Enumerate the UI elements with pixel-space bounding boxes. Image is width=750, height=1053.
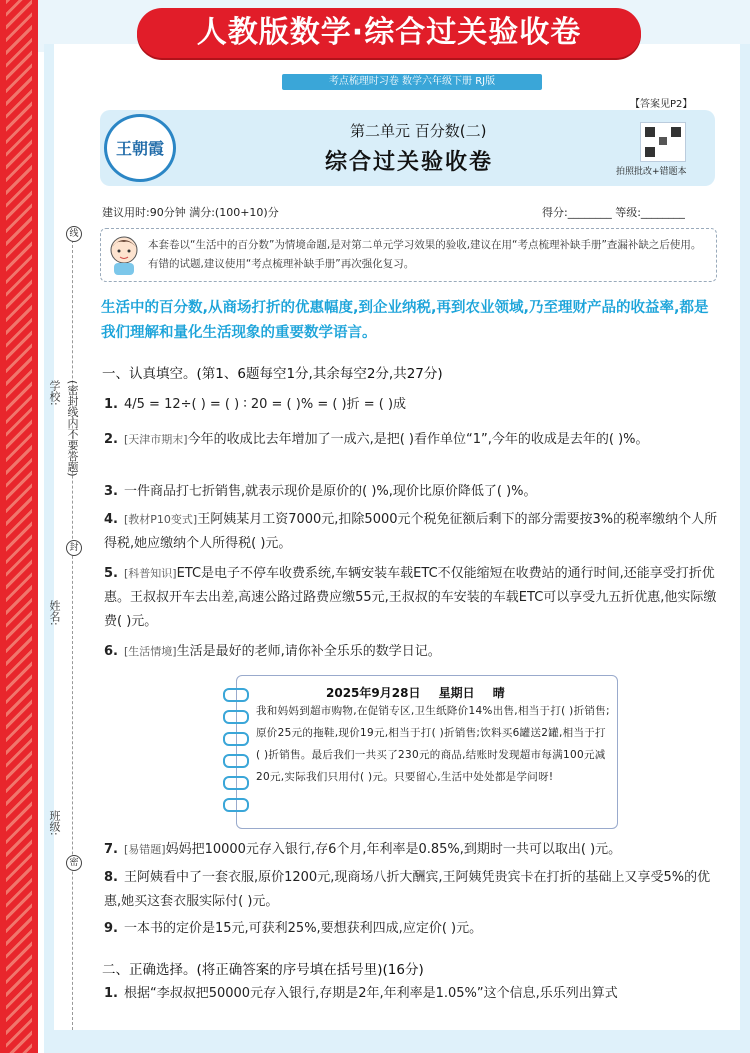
- question-number: 4.: [104, 512, 118, 527]
- red-binding-strip: [0, 0, 38, 1053]
- question-number: 2.: [104, 432, 118, 447]
- logo: 王朝霞: [104, 114, 176, 182]
- name-label: 姓名:: [48, 600, 61, 626]
- question-5: [104, 562, 724, 634]
- subhead: 考点梳理时习卷 数学六年级下册 RJ版: [282, 74, 542, 90]
- question-text: 4/5 = 12÷( ) = ( ) ∶ 20 = ( )% = ( )折 = ( )成: [123, 397, 407, 412]
- ring-icon: [223, 776, 249, 790]
- section-2-heading: 二、正确选择。(将正确答案的序号填在括号里)(16分): [102, 962, 424, 978]
- question-number: 9.: [104, 921, 118, 936]
- question-tag: [易错题]: [123, 843, 166, 856]
- ring-icon: [223, 710, 249, 724]
- unit-label: 第二单元 百分数(二): [350, 122, 487, 140]
- question-tag: [教材P10变式]: [123, 513, 198, 526]
- question-tag: [生活情境]: [123, 645, 177, 658]
- answer-reference: 【答案见P2】: [630, 99, 693, 110]
- question-number: 7.: [104, 842, 118, 857]
- question-4: [104, 508, 724, 556]
- question-tag: [科普知识]: [123, 567, 177, 580]
- intro-text: 生活中的百分数,从商场打折的优惠幅度,到企业纳税,再到农业领域,乃至理财产品的收益率,都是我们理解和量化生活现象的重要数学语言。: [101, 300, 709, 341]
- page-title: 综合过关验收卷: [325, 150, 494, 175]
- qr-code-icon[interactable]: [640, 122, 686, 162]
- question-text: 妈妈把10000元存入银行,存6个月,年利率是0.85%,到期时一共可以取出( )元。: [165, 842, 622, 857]
- seal-circle-dense: 密: [66, 855, 82, 871]
- question-7: [104, 838, 724, 862]
- bottom-band: [44, 1030, 750, 1053]
- question-tag: [天津市期末]: [123, 433, 188, 446]
- question-number: 1.: [104, 986, 118, 1001]
- seal-warning: (密封线内不要答题): [66, 380, 79, 477]
- diary-text: 我和妈妈到超市购物,在促销专区,卫生纸降价14%出售,相当于打( )折销售;原价25元的拖鞋,现价19元,相当于打( )折销售;饮料买6罐送2罐,相当于打( )折销售。最后我们一共买了230元的商品,结账时发现超市每满100元减20元,实际我们只用付( )元。只要留心,生活中处处都是学问呀!: [256, 705, 610, 783]
- ring-icon: [223, 798, 249, 812]
- question-8: [104, 866, 724, 914]
- question-3: [104, 480, 724, 504]
- score-info: 得分:________ 等级:________: [542, 206, 685, 219]
- question-2-1: [104, 982, 724, 1006]
- question-text: 生活是最好的老师,请你补全乐乐的数学日记。: [176, 644, 441, 659]
- question-text: 王阿姨某月工资7000元,扣除5000元个税免征额后剩下的部分需要按3%的税率缴纳个人所得税,她应缴纳个人所得税( )元。: [104, 512, 718, 551]
- exam-meta: [102, 204, 717, 220]
- ring-icon: [223, 688, 249, 702]
- girl-avatar-icon: [104, 232, 144, 276]
- question-6: [104, 640, 724, 664]
- question-2: [104, 428, 724, 452]
- question-number: 8.: [104, 870, 118, 885]
- banner-title: 人教版数学·综合过关验收卷: [137, 8, 641, 58]
- question-9: [104, 917, 724, 941]
- class-label: 班级:: [48, 810, 61, 836]
- seal-circle-line: 线: [66, 226, 82, 242]
- qr-label: 拍照批改+错题本: [616, 167, 687, 177]
- question-1: [104, 393, 724, 417]
- time-info: 建议用时:90分钟 满分:(100+10)分: [102, 206, 279, 219]
- ring-icon: [223, 754, 249, 768]
- question-text: 一本书的定价是15元,可获利25%,要想获利四成,应定价( )元。: [123, 921, 483, 936]
- question-number: 5.: [104, 566, 118, 581]
- seal-circle-seal: 封: [66, 540, 82, 556]
- question-text: 王阿姨看中了一套衣服,原价1200元,现商场八折大酬宾,王阿姨凭贵宾卡在打折的基础上又享受5%的优惠,她买这套衣服实际付( )元。: [104, 870, 711, 909]
- question-number: 6.: [104, 644, 118, 659]
- question-text: 根据“李叔叔把50000元存入银行,存期是2年,年利率是1.05%”这个信息,乐乐列出算式: [123, 986, 618, 1001]
- diary-heading: 2025年9月28日 星期日 晴: [326, 686, 505, 700]
- seal-line: [72, 230, 73, 1030]
- school-label: 学校:: [48, 380, 61, 406]
- question-text: ETC是电子不停车收费系统,车辆安装车载ETC不仅能缩短在收费站的通行时间,还能享受打折优惠。王叔叔开车去出差,高速公路过路费应缴55元,王叔叔的车安装的车载ETC可以享受九五折优惠,他实际缴费( )元。: [104, 566, 717, 629]
- section-1-heading: 一、认真填空。(第1、6题每空1分,其余每空2分,共27分): [102, 366, 443, 382]
- ring-icon: [223, 732, 249, 746]
- question-text: 今年的收成比去年增加了一成六,是把( )看作单位“1”,今年的收成是去年的( )%。: [187, 432, 649, 447]
- note-text: 本套卷以“生活中的百分数”为情境命题,是对第二单元学习效果的验收,建议在用“考点梳理补缺手册”查漏补缺之后使用。有错的试题,建议使用“考点梳理补缺手册”再次强化复习。: [148, 239, 702, 270]
- question-number: 1.: [104, 397, 118, 412]
- question-number: 3.: [104, 484, 118, 499]
- question-text: 一件商品打七折销售,就表示现价是原价的( )%,现价比原价降低了( )%。: [123, 484, 537, 499]
